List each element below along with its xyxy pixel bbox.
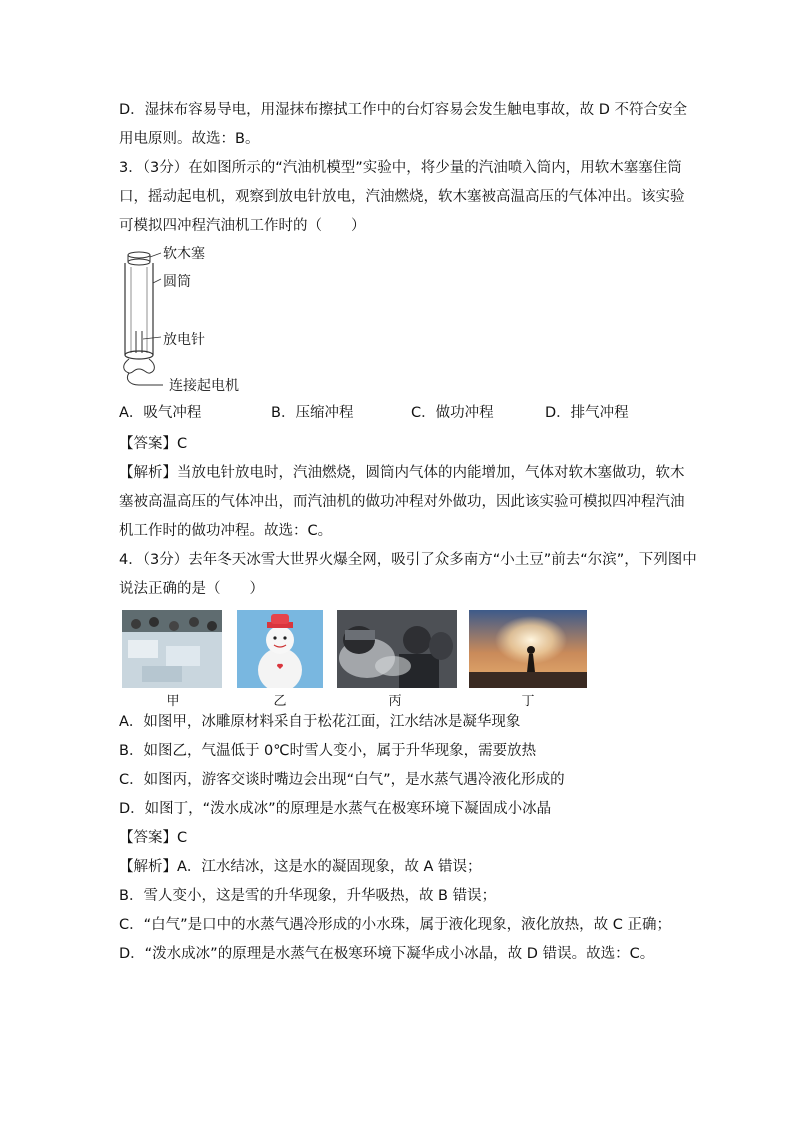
caption-bing: 丙 bbox=[388, 694, 402, 709]
option-c: C．做功冲程 bbox=[411, 405, 494, 421]
question-4-text: 4．（3分）去年冬天冰雪大世界火爆全网，吸引了众多南方“小土豆”前去“尔滨”，下列图中 bbox=[119, 552, 697, 568]
option-c: C．如图丙，游客交谈时嘴边会出现“白气”，是水蒸气遇冷液化形成的 bbox=[119, 772, 565, 788]
label-cork: 软木塞 bbox=[163, 246, 205, 262]
analysis-line: B．雪人变小，这是雪的升华现象，升华吸热，故 B 错误； bbox=[119, 888, 497, 904]
analysis-line: D．“泼水成冰”的原理是水蒸气在极寒环境下凝华成小冰晶，故 D 错误。故选：C。 bbox=[119, 946, 655, 962]
option-b: B．压缩冲程 bbox=[271, 405, 354, 421]
answer: 【答案】C bbox=[119, 436, 188, 452]
text-line: D．湿抹布容易导电，用湿抹布擦拭工作中的台灯容易会发生触电事故，故 D 不符合安全 bbox=[119, 102, 688, 118]
photo-yi bbox=[237, 610, 323, 688]
analysis-line: 塞被高温高压的气体冲出，而汽油机的做功冲程对外做功，因此该实验可模拟四冲程汽油 bbox=[119, 494, 685, 510]
label-cylinder: 圆筒 bbox=[163, 274, 191, 290]
question-3-text: 可模拟四冲程汽油机工作时的（ ） bbox=[119, 218, 366, 234]
photo-bing bbox=[337, 610, 457, 688]
question-3-text: 3．（3分）在如图所示的“汽油机模型”实验中，将少量的汽油喷入筒内，用软木塞塞住筒 bbox=[119, 160, 682, 176]
analysis-line: 机工作时的做功冲程。故选：C。 bbox=[119, 523, 333, 539]
photo-jia bbox=[122, 610, 222, 688]
photo-ding bbox=[469, 610, 587, 688]
option-d: D．如图丁，“泼水成冰”的原理是水蒸气在极寒环境下凝固成小冰晶 bbox=[119, 801, 552, 817]
gasoline-engine-model-figure bbox=[119, 243, 679, 393]
option-a: A．如图甲，冰雕原材料采自于松花江面，江水结冰是凝华现象 bbox=[119, 714, 521, 730]
question-4-text: 说法正确的是（ ） bbox=[119, 581, 264, 597]
document-page bbox=[119, 96, 697, 969]
question-3-options bbox=[119, 399, 679, 428]
caption-yi: 乙 bbox=[273, 694, 287, 709]
answer: 【答案】C bbox=[119, 830, 188, 846]
option-d: D．排气冲程 bbox=[545, 405, 629, 421]
question-4-photos bbox=[119, 610, 679, 708]
cylinder-diagram bbox=[119, 243, 249, 393]
label-generator: 连接起电机 bbox=[169, 378, 239, 394]
analysis-line: 【解析】当放电针放电时，汽油燃烧，圆筒内气体的内能增加，气体对软木塞做功，软木 bbox=[119, 465, 685, 481]
caption-jia: 甲 bbox=[166, 694, 180, 709]
option-a: A．吸气冲程 bbox=[119, 405, 202, 421]
question-3-text: 口，摇动起电机，观察到放电针放电，汽油燃烧，软木塞被高温高压的气体冲出。该实验 bbox=[119, 189, 685, 205]
label-needle: 放电针 bbox=[163, 332, 205, 348]
option-b: B．如图乙，气温低于 0℃时雪人变小，属于升华现象，需要放热 bbox=[119, 743, 537, 759]
analysis-line: C．“白气”是口中的水蒸气遇冷形成的小水珠，属于液化现象，液化放热，故 C 正确； bbox=[119, 917, 671, 933]
text-line: 用电原则。故选：B。 bbox=[119, 131, 260, 147]
analysis-line: 【解析】A．江水结冰，这是水的凝固现象，故 A 错误； bbox=[119, 859, 482, 875]
caption-ding: 丁 bbox=[521, 694, 535, 709]
